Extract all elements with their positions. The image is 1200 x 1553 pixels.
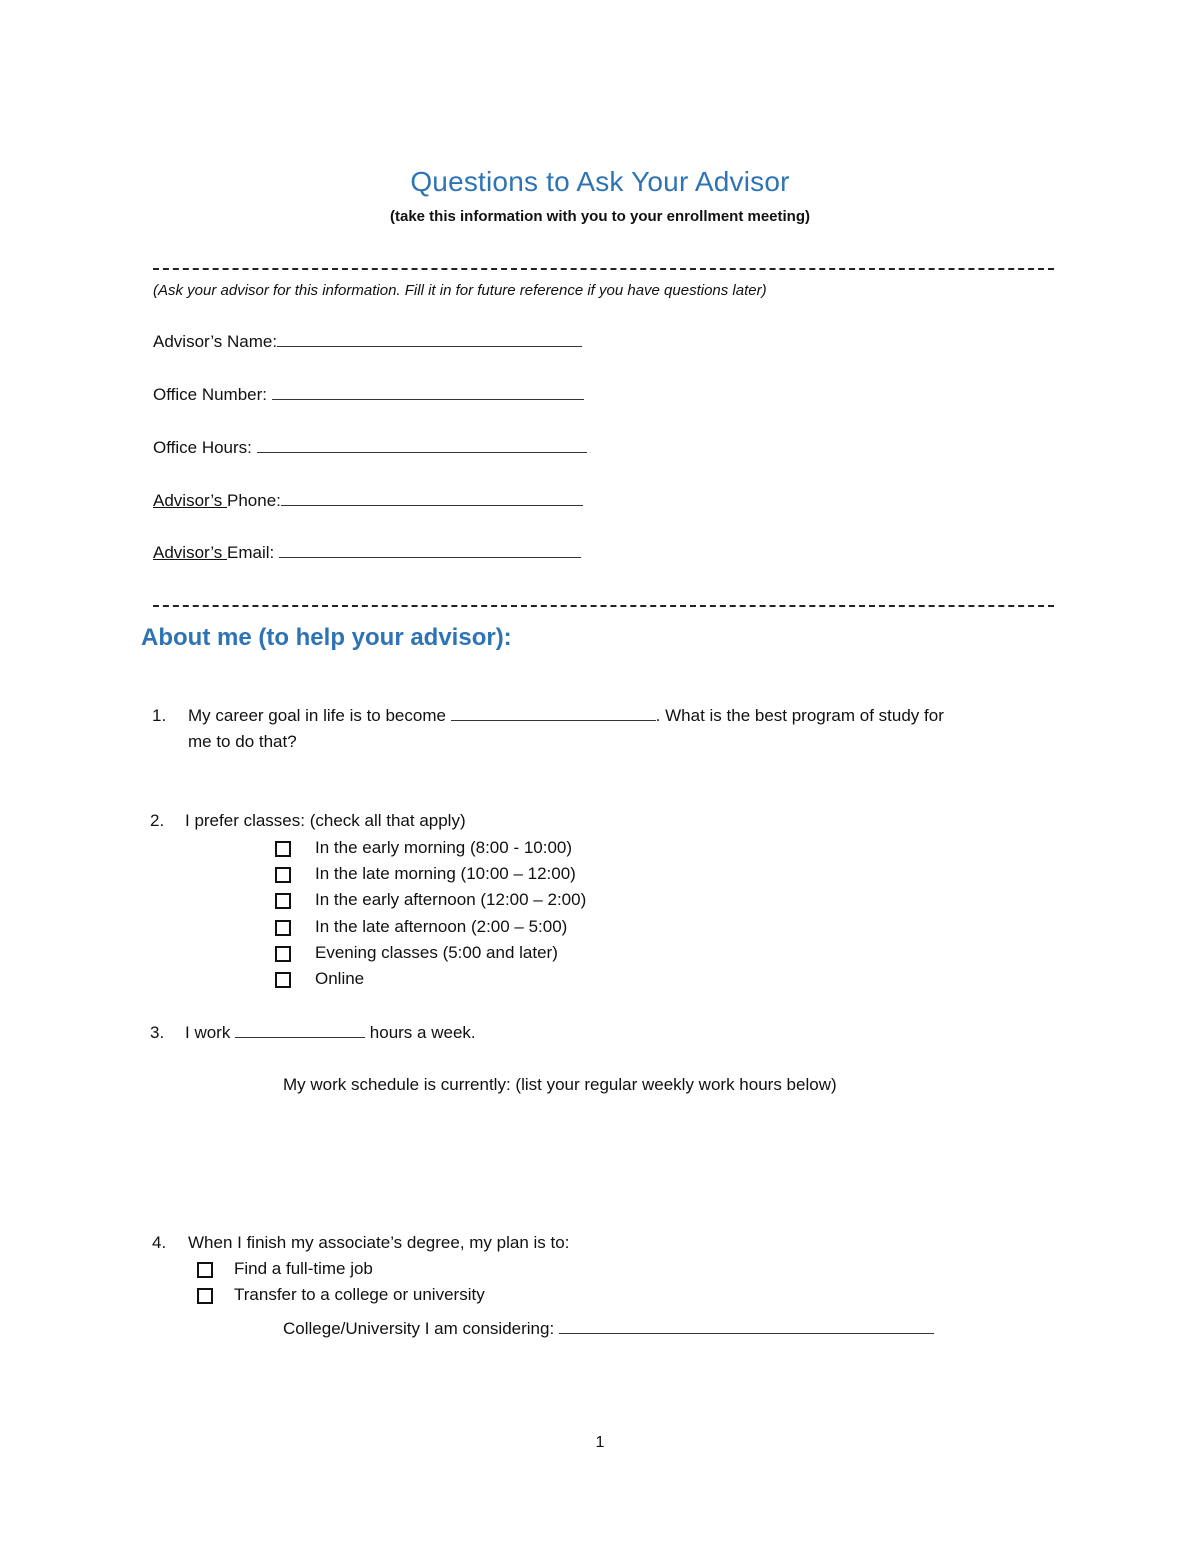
advisor-email-label-underlined: Advisor’s: [153, 543, 228, 562]
office-hours-field: [153, 438, 587, 458]
page-number: 1: [595, 1434, 605, 1451]
option-label: Transfer to a college or university: [234, 1285, 485, 1304]
advisor-phone-label-underlined: Advisor’s: [153, 491, 228, 510]
question-3-text-after: hours a week.: [365, 1023, 476, 1042]
office-hours-label: Office Hours:: [153, 438, 257, 457]
question-1-text-after: . What is the best program of study for: [655, 706, 944, 725]
work-hours-blank[interactable]: [235, 1036, 365, 1038]
option-label: In the late afternoon (2:00 – 5:00): [315, 917, 568, 936]
question-3-text: [185, 1023, 476, 1043]
question-2-text: I prefer classes: (check all that apply): [185, 811, 466, 830]
question-4-number: 4.: [152, 1233, 167, 1252]
dashed-divider-bottom: [153, 605, 1054, 607]
work-schedule-prompt: My work schedule is currently: (list your regular weekly work hours below): [283, 1075, 837, 1094]
college-considering-label: College/University I am considering:: [283, 1319, 559, 1338]
office-number-field: [153, 385, 584, 405]
question-1-line2: me to do that?: [188, 732, 297, 751]
career-goal-blank[interactable]: [451, 719, 656, 721]
checkbox-icon[interactable]: [275, 893, 291, 909]
advisor-email-blank[interactable]: [279, 556, 581, 558]
about-me-heading: About me (to help your advisor):: [141, 624, 512, 651]
college-considering-blank[interactable]: [559, 1332, 934, 1334]
office-number-blank[interactable]: [272, 398, 584, 400]
advisor-email-field: [153, 543, 581, 563]
question-4-text: When I finish my associate’s degree, my plan is to:: [188, 1233, 570, 1252]
checkbox-icon[interactable]: [275, 920, 291, 936]
advisor-info-note: (Ask your advisor for this information. Fill it in for future reference if you have questions later): [153, 282, 767, 299]
office-hours-blank[interactable]: [257, 451, 587, 453]
checkbox-icon[interactable]: [197, 1288, 213, 1304]
option-label: In the early morning (8:00 - 10:00): [315, 838, 573, 857]
office-number-label: Office Number:: [153, 385, 272, 404]
advisor-name-label: Advisor’s Name:: [153, 332, 278, 351]
question-3-number: 3.: [150, 1023, 165, 1042]
dashed-divider-top: [153, 268, 1054, 270]
advisor-phone-label: Phone:: [227, 491, 281, 510]
option-label: Find a full-time job: [234, 1259, 373, 1278]
question-1-line1: [188, 706, 944, 726]
question-1-text-before: My career goal in life is to become: [188, 706, 451, 725]
advisor-name-blank[interactable]: [277, 345, 582, 347]
option-label: Online: [315, 969, 365, 988]
advisor-phone-field: [153, 491, 583, 511]
checkbox-icon[interactable]: [275, 841, 291, 857]
checkbox-icon[interactable]: [275, 867, 291, 883]
checkbox-icon[interactable]: [275, 946, 291, 962]
option-label: In the late morning (10:00 – 12:00): [315, 864, 576, 883]
option-label: Evening classes (5:00 and later): [315, 943, 558, 962]
question-1-number: 1.: [152, 706, 167, 725]
advisor-name-field: [153, 332, 582, 352]
question-2-number: 2.: [150, 811, 165, 830]
checkbox-icon[interactable]: [275, 972, 291, 988]
advisor-phone-blank[interactable]: [281, 504, 583, 506]
college-considering-field: [283, 1319, 934, 1339]
advisor-email-label: Email:: [227, 543, 279, 562]
document-subtitle: (take this information with you to your enrollment meeting): [389, 208, 811, 225]
option-label: In the early afternoon (12:00 – 2:00): [315, 890, 587, 909]
question-3-text-before: I work: [185, 1023, 236, 1042]
checkbox-icon[interactable]: [197, 1262, 213, 1278]
document-title: Questions to Ask Your Advisor: [410, 166, 790, 197]
